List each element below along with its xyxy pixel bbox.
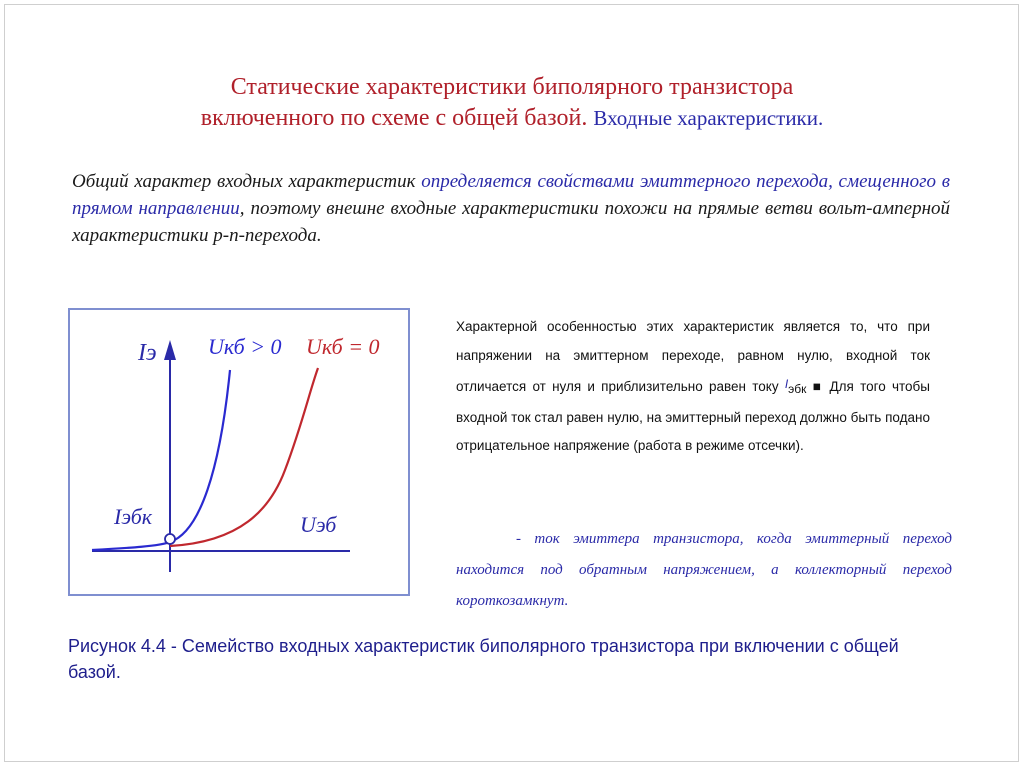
definition-paragraph — [456, 524, 952, 617]
iebk-point — [165, 534, 175, 544]
input-characteristics-graph — [68, 308, 410, 596]
title-line-2 — [100, 103, 924, 134]
y-axis-label: Iэ — [138, 340, 157, 366]
title-subtitle: Входные характеристики. — [593, 106, 824, 130]
intro-part-3: , поэтому внешне входные характеристики похожи на прямые ветви вольт-амперной характеристики p-n-перехода — [72, 198, 950, 246]
title-line-1: Статические характеристики биполярного транзистора — [230, 74, 794, 100]
point-label: Iэбк — [114, 504, 153, 529]
graph-svg — [70, 310, 408, 594]
feature-text-1: Характерной особенностью этих характеристик является то, что при напряжении на эмиттерном переходе, равном нулю, входной ток отличается от нуля и приблизительно равен току — [456, 319, 930, 394]
intro-part-1: Общий характер входных характеристик — [72, 171, 416, 192]
iebk-symbol-sub: эбк — [788, 382, 807, 396]
slide-title — [100, 72, 924, 134]
definition-text: - ток эмиттера транзистора, когда эмиттерный переход находится под обратным напряжением, а коллекторный переход короткозамкнут. — [456, 531, 952, 609]
intro-paragraph — [72, 168, 950, 249]
curve-ukb-zero-label: Uкб = 0 — [306, 334, 380, 359]
feature-text-2: ■ Для того чтобы входной ток стал равен нулю, на эмиттерный переход должно быть подано отрицательное напряжение (работа в режиме отсечки). — [456, 379, 930, 453]
feature-paragraph — [456, 313, 930, 461]
curve-ukb-positive-label: Uкб > 0 — [208, 334, 282, 359]
intro-part-4: . — [316, 225, 322, 246]
iebk-symbol: I — [784, 377, 789, 391]
title-line-2-main: включенного по схеме с общей базой. — [200, 105, 588, 131]
curve-ukb-positive — [92, 370, 230, 550]
curve-ukb-zero — [170, 368, 318, 546]
figure-caption: Рисунок 4.4 - Семейство входных характеристик биполярного транзистора при включении с общей базой. — [68, 636, 899, 682]
x-axis-label: Uэб — [300, 512, 337, 537]
intro-part-2-highlight: определяется свойствами эмиттерного перехода, смещенного в прямом направлении — [72, 171, 951, 219]
